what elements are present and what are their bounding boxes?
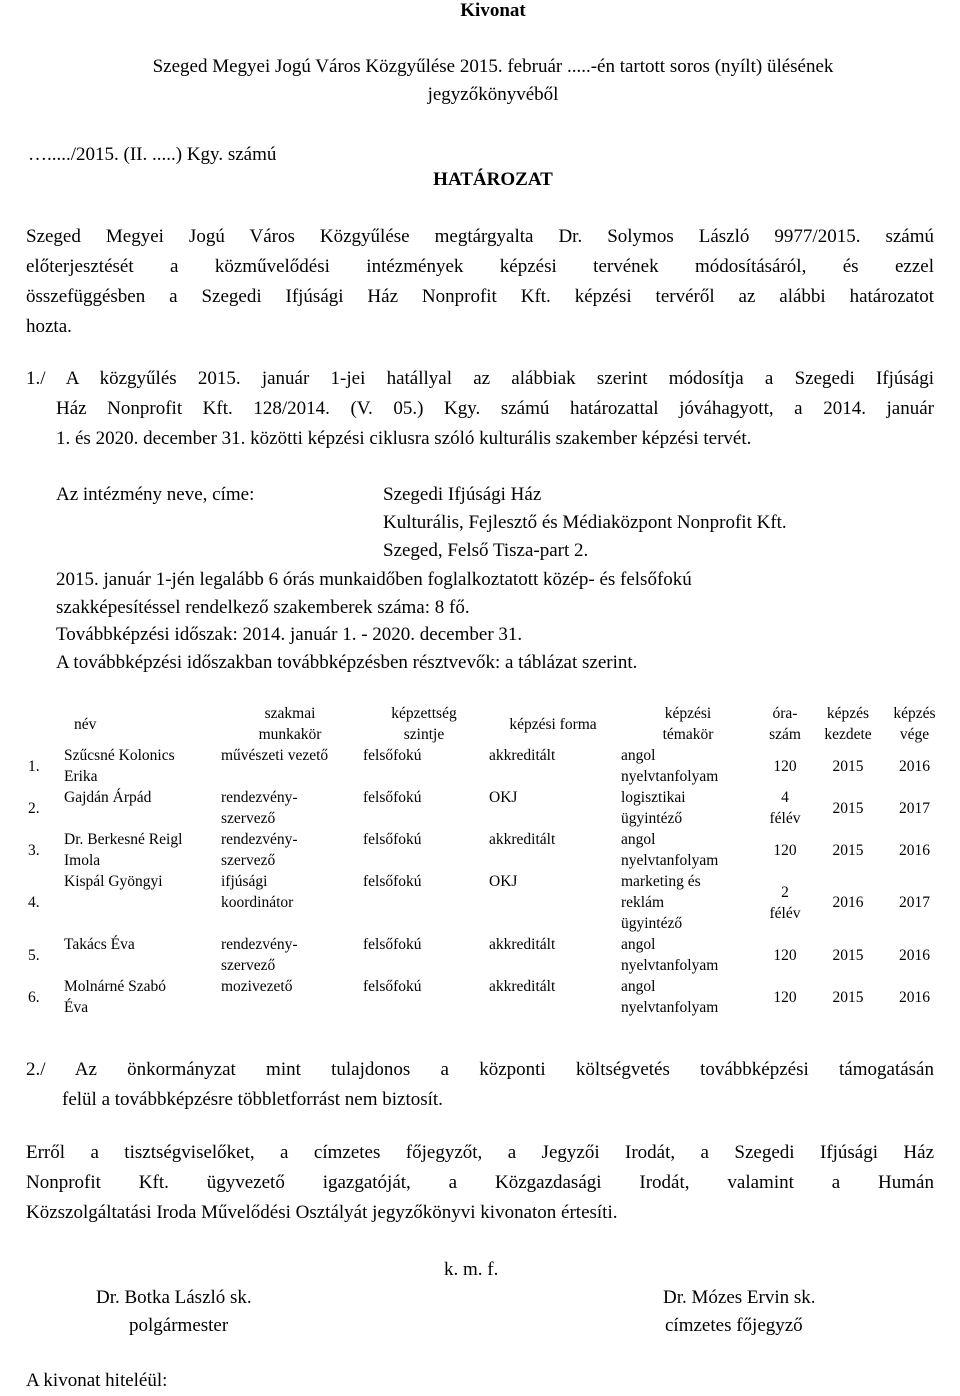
point1-line-3: 1. és 2020. december 31. közötti képzési ciklusra szóló kulturális szakember képzési tervét. [56,428,752,449]
header-szint: képzettség szintje [391,705,457,743]
details-line-3: Továbbképzési időszak: 2014. január 1. - 2020. december 31. [56,624,523,645]
institution-name-2: Kulturális, Fejlesztő és Médiaközpont Nonprofit Kft. [383,512,787,533]
table-header-row [26,703,946,745]
table-row: 4. Kispál Gyöngyi ifjúsági koordinátor felsőfokú OKJ marketing és reklám ügyintéző 2 félév 2016 2017 [28,873,930,932]
table-row: 5. Takács Éva rendezvény- szervező felsőfokú akkreditált angol nyelvtanfolyam 120 2015 2016 [28,936,930,974]
table-row: 1. Szűcsné Kolonics Erika művészeti vezető felsőfokú akkreditált angol nyelvtanfolyam 120 2015 2016 [28,747,930,785]
header-oraszam: óra- szám [769,705,801,743]
resolution-number: …...../2015. (II. .....) Kgy. számú [28,144,277,165]
signature-right-title: címzetes főjegyző [665,1315,803,1336]
institution-address: Szeged, Felső Tisza-part 2. [383,540,589,561]
header-kezdete: képzés kezdete [824,705,872,743]
point1-line-1: 1./ A közgyűlés 2015. január 1-jei hatállyal az alábbiak szerint módosítja a Szegedi Ifjúsági [26,368,934,389]
certify-label: A kivonat hiteléül: [26,1370,168,1391]
institution-label: Az intézmény neve, címe: [56,484,255,505]
table-row: 6. Molnárné Szabó Éva mozivezető felsőfokú akkreditált angol nyelvtanfolyam 120 2015 2016 [28,978,930,1016]
document-title: Kivonat [460,0,526,21]
notify-line-2: Nonprofit Kft. ügyvezető igazgatóját, a Közgazdasági Irodát, valamint a Humán [26,1172,934,1193]
notify-line-1: Erről a tisztségviselőket, a címzetes főjegyzőt, a Jegyzői Irodát, a Szegedi Ifjúsági Ház [26,1142,934,1163]
intro-line-4: hozta. [26,316,72,337]
details-line-4: A továbbképzési időszakban továbbképzésben résztvevők: a táblázat szerint. [56,652,638,673]
header-nev: név [74,715,97,733]
point2-line-1: 2./ Az önkormányzat mint tulajdonos a központi költségvetés továbbképzési támogatásán [26,1059,934,1080]
intro-line-1: Szeged Megyei Jogú Város Közgyűlése megtárgyalta Dr. Solymos László 9977/2015. számú [26,226,934,247]
institution-name-1: Szegedi Ifjúsági Ház [383,484,542,505]
table-row: 2. Gajdán Árpád rendezvény- szervező felsőfokú OKJ logisztikai ügyintéző 4 félév 2015 2017 [28,789,930,827]
point1-line-2: Ház Nonprofit Kft. 128/2014. (V. 05.) Kgy. számú határozattal jóváhagyott, a 2014. január [56,398,934,419]
details-line-1: 2015. január 1-jén legalább 6 órás munkaidőben foglalkoztatott közép- és felsőfokú [56,569,692,590]
signature-right-name: Dr. Mózes Ervin sk. [663,1287,816,1308]
intro-line-3: összefüggésben a Szegedi Ifjúsági Ház Nonprofit Kft. képzési tervéről az alábbi határozatot [26,286,934,307]
subtitle-line-1: Szeged Megyei Jogú Város Közgyűlése 2015. február .....-én tartott soros (nyílt) ülésének [152,56,834,77]
header-forma: képzési forma [509,715,597,733]
header-munkakor: szakmai munkakör [258,705,322,743]
signature-left-name: Dr. Botka László sk. [96,1287,252,1308]
point2-line-2: felül a továbbképzésre többletforrást nem biztosít. [62,1089,443,1110]
details-line-2: szakképesítéssel rendelkező szakemberek száma: 8 fő. [56,597,470,618]
training-table [26,703,946,1018]
header-vege: képzés vége [893,705,936,743]
subtitle-line-2: jegyzőkönyvéből [427,84,559,105]
notify-line-3: Közszolgáltatási Iroda Művelődési Osztályát jegyzőkönyvi kivonaton értesíti. [26,1202,618,1223]
kmf: k. m. f. [444,1259,499,1280]
table-row: 3. Dr. Berkesné Reigl Imola rendezvény- szervező felsőfokú akkreditált angol nyelvtanfolyam 120 2015 2016 [28,831,930,869]
resolution-heading: HATÁROZAT [433,169,553,190]
header-temakor: képzési témakör [662,705,714,743]
signature-left-title: polgármester [129,1315,229,1336]
intro-line-2: előterjesztését a közművelődési intézmények képzési tervének módosításáról, és ezzel [26,256,934,277]
